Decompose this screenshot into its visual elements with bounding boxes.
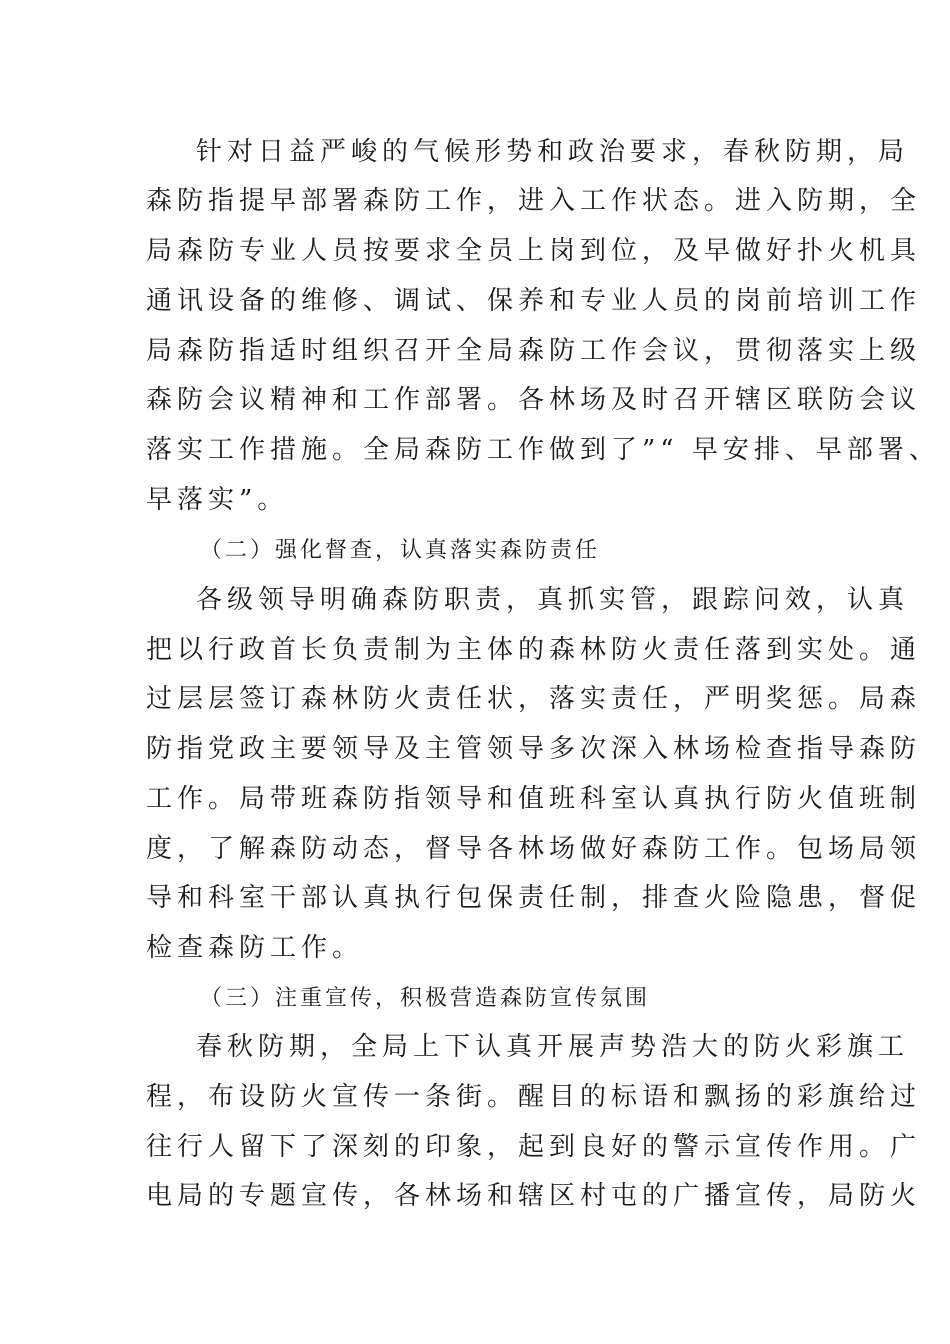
text-line: 电局的专题宣传，各林场和辖区村屯的广播宣传，局防火 [146, 1181, 922, 1211]
text-line: 局森防指适时组织召开全局森防工作会议，贯彻落实上级 [146, 336, 922, 366]
text-line: 导和科室干部认真执行包保责任制，排查火险隐患，督促 [146, 883, 922, 913]
text-line: 森防指提早部署森防工作，进入工作状态。进入防期，全 [146, 186, 922, 216]
text-line: 落实工作措施。全局森防工作做到了”“ 早安排、早部署、 [146, 435, 940, 465]
text-line: 工作。局带班森防指领导和值班科室认真执行防火值班制 [146, 784, 922, 814]
text-line: 防指党政主要领导及主管领导多次深入林场检查指导森防 [146, 734, 922, 764]
text-line: 过层层签订森林防火责任状，落实责任，严明奖惩。局森 [146, 684, 922, 714]
text-line: 通讯设备的维修、调试、保养和专业人员的岗前培训工作 [146, 286, 922, 316]
text-line: 各级领导明确森防职责，真抓实管，跟踪问效，认真 [196, 585, 910, 615]
text-line: 春秋防期，全局上下认真开展声势浩大的防火彩旗工 [196, 1032, 910, 1062]
text-line: 把以行政首长负责制为主体的森林防火责任落到实处。通 [146, 635, 922, 665]
section-heading: （二）强化督查，认真落实森防责任 [200, 538, 601, 563]
text-line: 检查森防工作。 [146, 933, 364, 963]
text-line: 针对日益严峻的气候形势和政治要求，春秋防期，局 [196, 137, 910, 167]
text-line: 局森防专业人员按要求全员上岗到位，及早做好扑火机具 [146, 236, 922, 266]
text-line: 森防会议精神和工作部署。各林场及时召开辖区联防会议 [146, 385, 922, 415]
text-line: 往行人留下了深刻的印象，起到良好的警示宣传作用。广 [146, 1132, 922, 1162]
text-line: 度，了解森防动态，督导各林场做好森防工作。包场局领 [146, 834, 922, 864]
text-line: 早落实”。 [146, 485, 289, 515]
text-line: 程，布设防火宣传一条街。醒目的标语和飘扬的彩旗给过 [146, 1082, 922, 1112]
section-heading: （三）注重宣传，积极营造森防宣传氛围 [200, 986, 651, 1011]
